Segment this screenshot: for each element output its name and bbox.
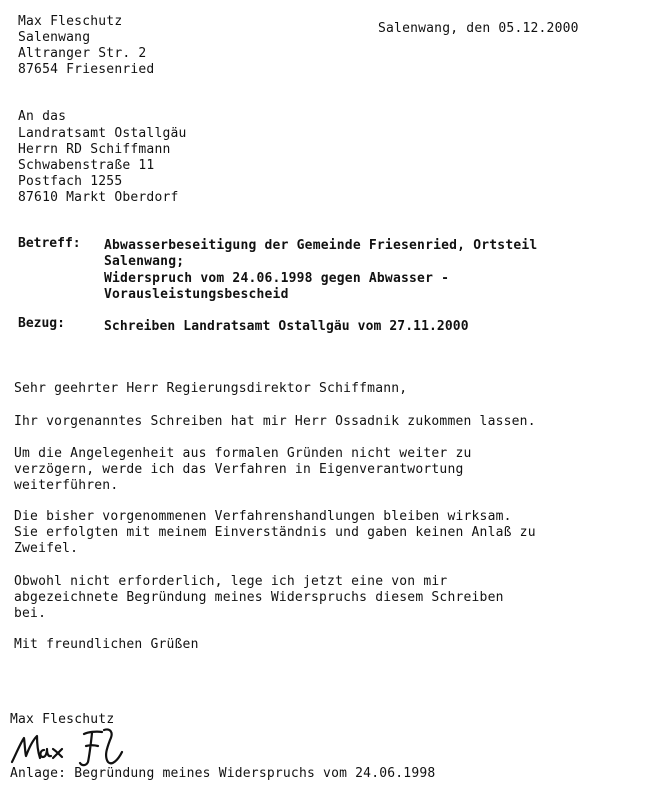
recipient-line-3: Herrn RD Schiffmann (18, 142, 171, 157)
sender-city: 87654 Friesenried (18, 62, 155, 77)
paragraph-2-line-3: weiterführen. (14, 478, 119, 493)
paragraph-3-line-3: Zweifel. (14, 541, 79, 556)
reference-text: Schreiben Landratsamt Ostallgäu vom 27.11.2000 (104, 319, 469, 334)
subject-line-2: Salenwang; (104, 254, 185, 269)
sender-name: Max Fleschutz (18, 14, 123, 29)
attachment-line: Anlage: Begründung meines Widerspruchs vom 24.06.1998 (10, 766, 436, 781)
paragraph-4-line-1: Obwohl nicht erforderlich, lege ich jetzt eine von mir (14, 574, 448, 589)
recipient-line-1: An das (18, 109, 67, 124)
paragraph-2-line-1: Um die Angelegenheit aus formalen Gründen nicht weiter zu (14, 446, 472, 461)
paragraph-2-line-2: verzögern, werde ich das Verfahren in Eigenverantwortung (14, 462, 464, 477)
sender-street: Altranger Str. 2 (18, 46, 147, 61)
sender-place: Salenwang (18, 30, 91, 45)
paragraph-3-line-1: Die bisher vorgenommenen Verfahrenshandlungen bleiben wirksam. (14, 509, 512, 524)
signature-name: Max Fleschutz (10, 712, 115, 727)
paragraph-3-line-2: Sie erfolgten mit meinem Einverständnis und gaben keinen Anlaß zu (14, 525, 536, 540)
handwritten-signature (10, 724, 128, 768)
reference-label: Bezug: (18, 316, 65, 331)
subject-line-1: Abwasserbeseitigung der Gemeinde Friesenried, Ortsteil (104, 238, 538, 253)
date-line: Salenwang, den 05.12.2000 (378, 21, 579, 36)
paragraph-1-line-1: Ihr vorgenanntes Schreiben hat mir Herr Ossadnik zukommen lassen. (14, 414, 536, 429)
closing: Mit freundlichen Grüßen (14, 637, 199, 652)
recipient-line-5: Postfach 1255 (18, 174, 123, 189)
recipient-line-4: Schwabenstraße 11 (18, 158, 155, 173)
salutation: Sehr geehrter Herr Regierungsdirektor Schiffmann, (14, 381, 408, 396)
paragraph-4-line-2: abgezeichnete Begründung meines Widerspruchs diesem Schreiben (14, 590, 504, 605)
recipient-line-6: 87610 Markt Oberdorf (18, 190, 179, 205)
paragraph-4-line-3: bei. (14, 606, 47, 621)
subject-line-3: Widerspruch vom 24.06.1998 gegen Abwasser - (104, 271, 450, 286)
subject-line-4: Vorausleistungsbescheid (104, 287, 289, 302)
subject-label: Betreff: (18, 236, 81, 251)
recipient-line-2: Landratsamt Ostallgäu (18, 126, 187, 141)
